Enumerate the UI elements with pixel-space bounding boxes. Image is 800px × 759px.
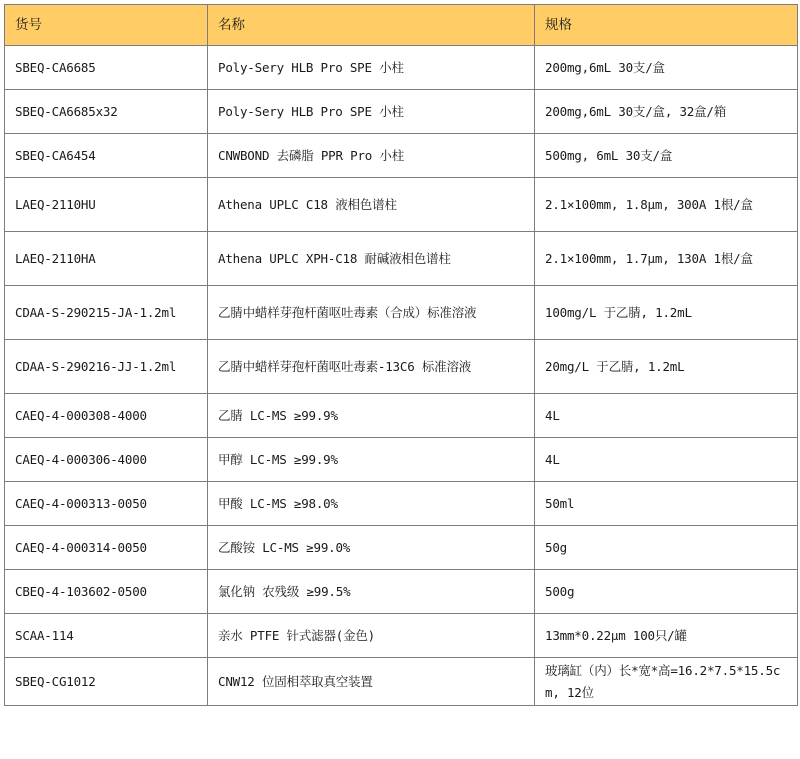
spec-cell: 4L <box>535 394 798 438</box>
table-row <box>5 614 798 658</box>
item-number-cell: CDAA-S-290215-JA-1.2ml <box>5 286 208 340</box>
item-number-cell: CAEQ-4-000308-4000 <box>5 394 208 438</box>
product-name-cell: Athena UPLC C18 液相色谱柱 <box>208 178 535 232</box>
product-name-cell: Athena UPLC XPH-C18 耐碱液相色谱柱 <box>208 232 535 286</box>
product-name-cell: CNW12 位固相萃取真空装置 <box>208 658 535 706</box>
table-row <box>5 394 798 438</box>
table-row <box>5 232 798 286</box>
item-number-cell: SCAA-114 <box>5 614 208 658</box>
header-item-number: 货号 <box>5 5 208 46</box>
item-number-cell: SBEQ-CA6685x32 <box>5 90 208 134</box>
table-row <box>5 482 798 526</box>
spec-cell: 玻璃缸（内）长*宽*高=16.2*7.5*15.5cm, 12位 <box>535 658 798 706</box>
table-row <box>5 438 798 482</box>
spec-cell: 13mm*0.22μm 100只/罐 <box>535 614 798 658</box>
table-row <box>5 46 798 90</box>
product-name-cell: 甲醇 LC-MS ≥99.9% <box>208 438 535 482</box>
product-name-cell: 乙腈 LC-MS ≥99.9% <box>208 394 535 438</box>
table-row <box>5 526 798 570</box>
item-number-cell: CAEQ-4-000313-0050 <box>5 482 208 526</box>
spec-cell: 100mg/L 于乙腈, 1.2mL <box>535 286 798 340</box>
spec-cell: 200mg,6mL 30支/盒, 32盒/箱 <box>535 90 798 134</box>
item-number-cell: LAEQ-2110HA <box>5 232 208 286</box>
item-number-cell: SBEQ-CA6685 <box>5 46 208 90</box>
product-name-cell: 乙腈中蜡样芽孢杆菌呕吐毒素（合成）标准溶液 <box>208 286 535 340</box>
product-name-cell: 亲水 PTFE 针式滤器(金色) <box>208 614 535 658</box>
item-number-cell: CDAA-S-290216-JJ-1.2ml <box>5 340 208 394</box>
product-name-cell: 甲酸 LC-MS ≥98.0% <box>208 482 535 526</box>
item-number-cell: CBEQ-4-103602-0500 <box>5 570 208 614</box>
item-number-cell: SBEQ-CA6454 <box>5 134 208 178</box>
header-name: 名称 <box>208 5 535 46</box>
spec-cell: 50g <box>535 526 798 570</box>
product-name-cell: 氯化钠 农残级 ≥99.5% <box>208 570 535 614</box>
table-row <box>5 340 798 394</box>
table-row <box>5 570 798 614</box>
spec-cell: 2.1×100mm, 1.8μm, 300A 1根/盒 <box>535 178 798 232</box>
product-name-cell: 乙腈中蜡样芽孢杆菌呕吐毒素-13C6 标准溶液 <box>208 340 535 394</box>
header-row <box>5 5 798 46</box>
table-row <box>5 178 798 232</box>
product-table <box>4 4 798 706</box>
item-number-cell: LAEQ-2110HU <box>5 178 208 232</box>
spec-cell: 200mg,6mL 30支/盒 <box>535 46 798 90</box>
spec-cell: 4L <box>535 438 798 482</box>
spec-cell: 500g <box>535 570 798 614</box>
product-name-cell: CNWBOND 去磷脂 PPR Pro 小柱 <box>208 134 535 178</box>
item-number-cell: CAEQ-4-000306-4000 <box>5 438 208 482</box>
table-row <box>5 90 798 134</box>
header-spec: 规格 <box>535 5 798 46</box>
product-name-cell: 乙酸铵 LC-MS ≥99.0% <box>208 526 535 570</box>
table-row <box>5 286 798 340</box>
table-row <box>5 134 798 178</box>
spec-cell: 50ml <box>535 482 798 526</box>
spec-cell: 20mg/L 于乙腈, 1.2mL <box>535 340 798 394</box>
spec-cell: 500mg, 6mL 30支/盒 <box>535 134 798 178</box>
item-number-cell: CAEQ-4-000314-0050 <box>5 526 208 570</box>
table-row <box>5 658 798 706</box>
item-number-cell: SBEQ-CG1012 <box>5 658 208 706</box>
spec-cell: 2.1×100mm, 1.7μm, 130A 1根/盒 <box>535 232 798 286</box>
product-name-cell: Poly-Sery HLB Pro SPE 小柱 <box>208 46 535 90</box>
product-name-cell: Poly-Sery HLB Pro SPE 小柱 <box>208 90 535 134</box>
